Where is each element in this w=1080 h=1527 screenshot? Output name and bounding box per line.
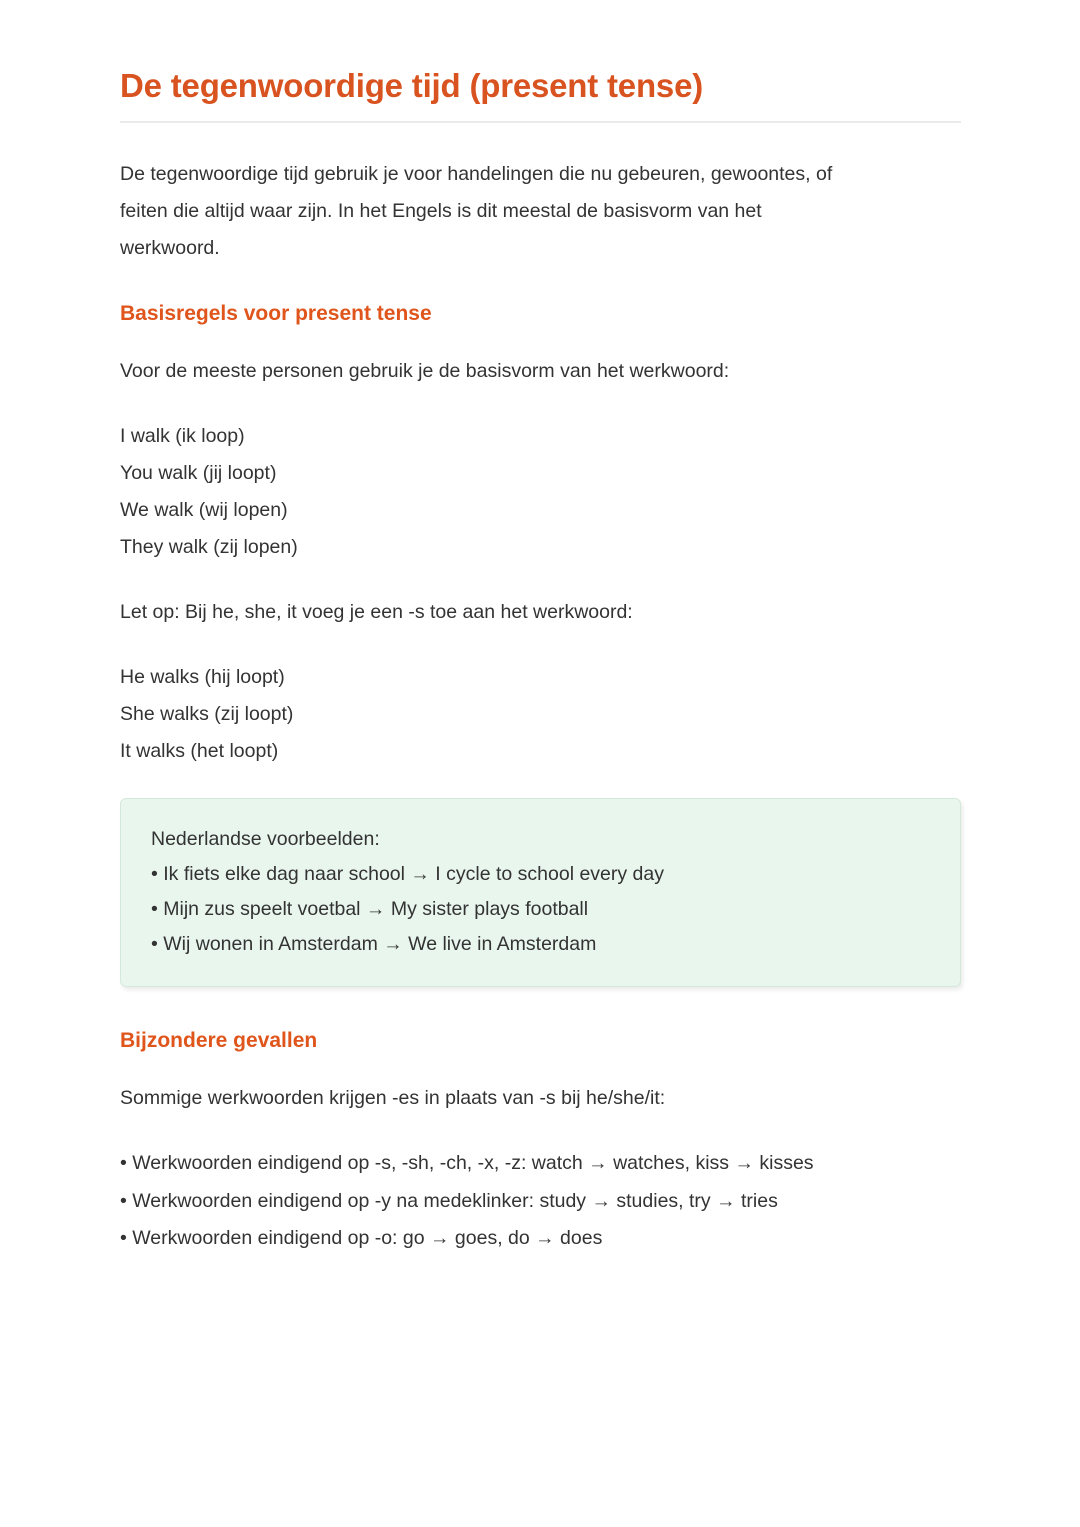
special-lead-text: Sommige werkwoorden krijgen -es in plaats van -s bij he/she/it:	[120, 1087, 666, 1109]
section-heading-basisregels: Basisregels voor present tense	[120, 302, 432, 325]
intro-paragraph	[120, 156, 961, 267]
special-bullet-list	[120, 1145, 961, 1258]
intro-paragraph-line: werkwoord.	[120, 237, 220, 259]
title-divider	[120, 121, 961, 123]
conjugation-example-line: We walk (wij lopen)	[120, 499, 288, 521]
callout-bullet-item: • Mijn zus speelt voetbal → My sister plays football	[151, 892, 930, 927]
callout-bullet-item: • Ik fiets elke dag naar school → I cycle to school every day	[151, 857, 930, 892]
section-heading-bijzondere: Bijzondere gevallen	[120, 1029, 318, 1052]
third-person-example-block	[120, 659, 961, 770]
third-person-example-line: It walks (het loopt)	[120, 740, 279, 762]
conjugation-example-line: You walk (jij loopt)	[120, 462, 277, 484]
conjugation-example-block	[120, 418, 961, 566]
special-bullet-item: • Werkwoorden eindigend op -o: go → goes, do → does	[120, 1220, 961, 1258]
dutch-examples-callout	[120, 798, 961, 987]
third-person-note: Let op: Bij he, she, it voeg je een -s toe aan het werkwoord:	[120, 601, 633, 623]
third-person-example-line: He walks (hij loopt)	[120, 666, 285, 688]
conjugation-example-line: They walk (zij lopen)	[120, 536, 298, 558]
document-content	[120, 64, 961, 1258]
callout-title: Nederlandse voorbeelden:	[151, 828, 380, 850]
intro-paragraph-line: feiten die altijd waar zijn. In het Engels is dit meestal de basisvorm van het	[120, 200, 762, 222]
special-bullet-item: • Werkwoorden eindigend op -y na medeklinker: study → studies, try → tries	[120, 1183, 961, 1221]
basics-lead-text: Voor de meeste personen gebruik je de basisvorm van het werkwoord:	[120, 360, 730, 382]
intro-paragraph-line: De tegenwoordige tijd gebruik je voor handelingen die nu gebeuren, gewoontes, of	[120, 163, 833, 185]
conjugation-example-line: I walk (ik loop)	[120, 425, 245, 447]
callout-bullet-item: • Wij wonen in Amsterdam → We live in Amsterdam	[151, 927, 930, 962]
callout-bullet-list	[151, 857, 930, 962]
page-title: De tegenwoordige tijd (present tense)	[120, 67, 704, 104]
special-bullet-item: • Werkwoorden eindigend op -s, -sh, -ch, -x, -z: watch → watches, kiss → kisses	[120, 1145, 961, 1183]
third-person-example-line: She walks (zij loopt)	[120, 703, 294, 725]
